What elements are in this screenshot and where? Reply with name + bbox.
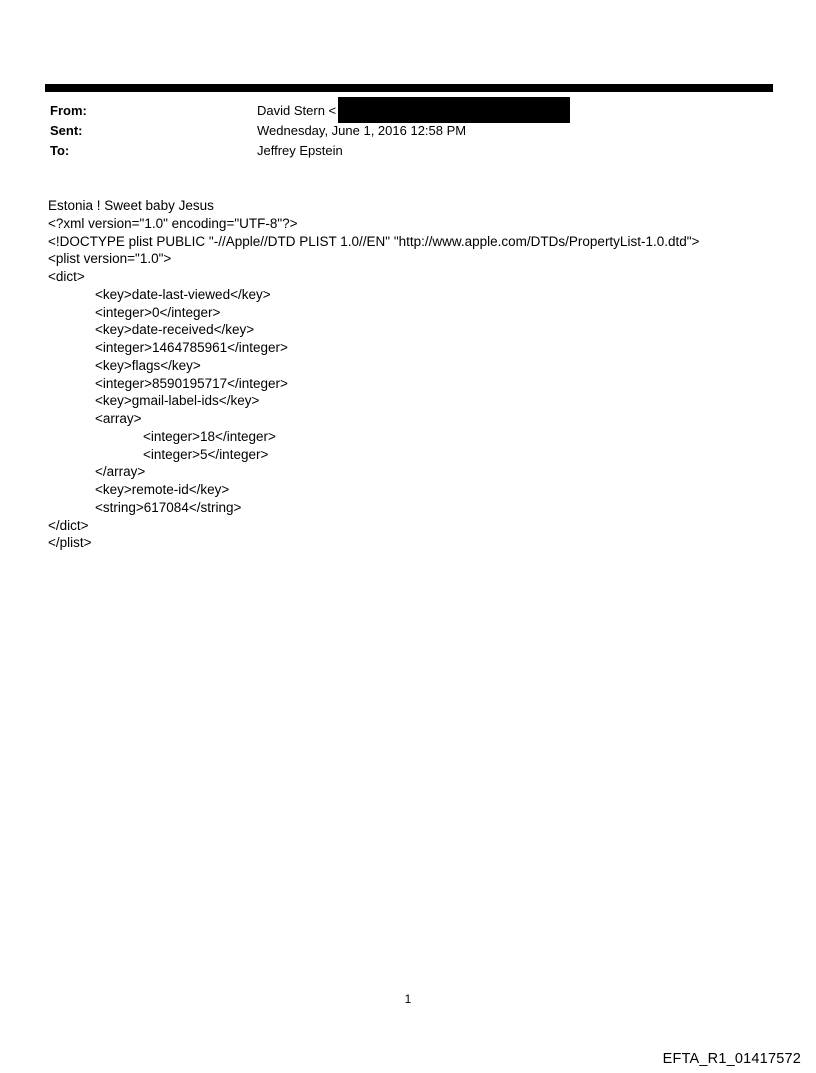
- body-line: <key>gmail-label-ids</key>: [95, 393, 260, 409]
- body-line: <dict>: [48, 269, 85, 284]
- to-label: To:: [50, 143, 70, 158]
- body-line: <plist version="1.0">: [48, 251, 172, 267]
- redaction-box: [338, 97, 570, 123]
- body-line: <integer>1464785961</integer>: [95, 340, 288, 355]
- from-label: From:: [50, 103, 87, 118]
- body-line: <string>617084</string>: [95, 499, 242, 515]
- body-line: <integer>5</integer>: [143, 446, 269, 462]
- body-line: <array>: [95, 411, 142, 426]
- to-header-row: [50, 141, 770, 161]
- body-line: </dict>: [48, 517, 89, 533]
- sent-value: Wednesday, June 1, 2016 12:58 PM: [257, 123, 467, 138]
- body-line: <?xml version="1.0" encoding="UTF-8"?>: [48, 215, 298, 231]
- body-line: <key>flags</key>: [95, 357, 201, 373]
- body-line: <key>date-last-viewed</key>: [95, 286, 271, 302]
- to-value: Jeffrey Epstein: [257, 143, 343, 158]
- body-line: <key>remote-id</key>: [95, 482, 230, 497]
- email-header-separator-bar: [45, 84, 773, 92]
- sent-label: Sent:: [50, 123, 83, 138]
- body-line: </plist>: [48, 535, 92, 551]
- body-line: <!DOCTYPE plist PUBLIC "-//Apple//DTD PLIST 1.0//EN" "http://www.apple.com/DTDs/PropertyList-1.0.dtd">: [48, 233, 700, 249]
- body-line: <integer>0</integer>: [95, 304, 221, 320]
- body-line: <key>date-received</key>: [95, 322, 255, 338]
- sent-header-row: [50, 121, 770, 141]
- email-body: [48, 197, 788, 552]
- from-value: David Stern <: [257, 103, 337, 118]
- body-line: <integer>18</integer>: [143, 428, 276, 444]
- page-number: 1: [404, 992, 412, 1006]
- body-line: Estonia ! Sweet baby Jesus: [48, 198, 214, 213]
- bates-number: EFTA_R1_01417572: [662, 1051, 801, 1067]
- body-line: </array>: [95, 464, 146, 480]
- body-line: <integer>8590195717</integer>: [95, 375, 288, 391]
